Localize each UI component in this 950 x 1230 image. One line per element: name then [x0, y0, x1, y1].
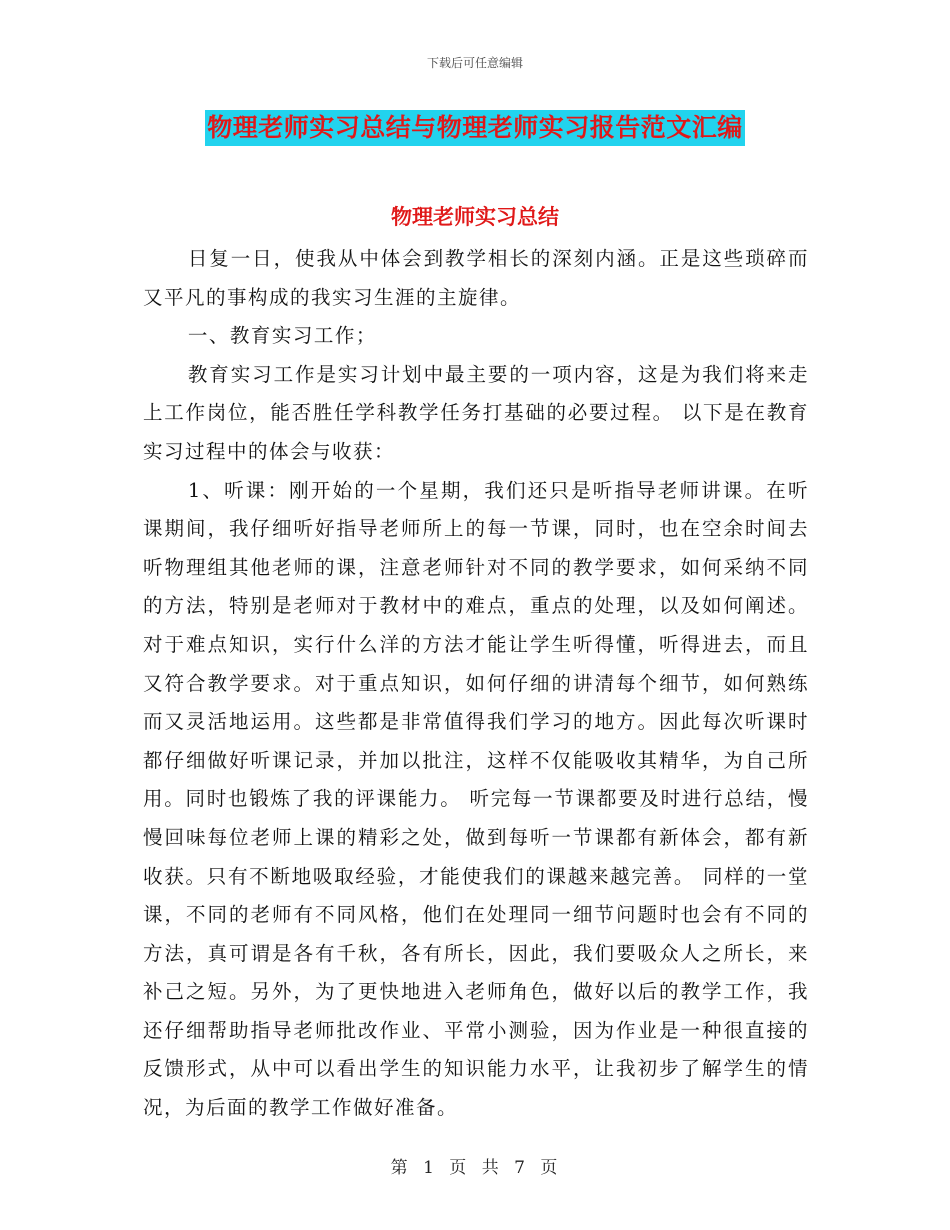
paragraph-teaching-practice: 教育实习工作是实习计划中最主要的一项内容，这是为我们将来走上工作岗位，能否胜任学科教学任务打基础的必要过程。 以下是在教育实习过程中的体会与收获：: [143, 362, 809, 463]
document-body: [143, 240, 809, 1128]
paragraph-heading-teaching-practice: 一、教育实习工作；: [187, 324, 377, 348]
footer-suffix: 页: [540, 1158, 560, 1178]
footer-prefix: 第: [390, 1158, 410, 1178]
paragraph-lesson-observation: 1、听课：刚开始的一个星期，我们还只是听指导老师讲课。在听课期间，我仔细听好指导老师所上的每一节课，同时，也在空余时间去听物理组其他老师的课，注意老师针对不同的教学要求，如何采纳不同的方法，特别是老师对于教材中的难点，重点的处理，以及如何阐述。对于难点知识，实行什么洋的方法才能让学生听得懂，听得进去，而且又符合教学要求。对于重点知识，如何仔细的讲清每个细节，如何熟练而又灵活地运用。这些都是非常值得我们学习的地方。因此每次听课时都仔细做好听课记录，并加以批注，这样不仅能吸收其精华，为自己所用。同时也锻炼了我的评课能力。 听完每一节课都要及时进行总结，慢慢回味每位老师上课的精彩之处，做到每听一节课都有新体会，都有新收获。只有不断地吸取经验，才能使我们的课越来越完善。 同样的一堂课，不同的老师有不同风格，他们在处理同一细节问题时也会有不同的方法，真可谓是各有千秋，各有所长，因此，我们要吸众人之所长，来补己之短。另外，为了更快地进入老师角色，做好以后的教学工作，我还仔细帮助指导老师批改作业、平常小测验，因为作业是一种很直接的反馈形式，从中可以看出学生的知识能力水平，让我初步了解学生的情况，为后面的教学工作做好准备。: [143, 478, 809, 1120]
footer-total-pages: 7: [514, 1158, 527, 1178]
section-title: 物理老师实习总结: [391, 204, 559, 229]
header-note: 下载后可任意编辑: [426, 56, 523, 70]
paragraph-intro: 日复一日，使我从中体会到教学相长的深刻内涵。正是这些琐碎而又平凡的事构成的我实习生涯的主旋律。: [143, 247, 809, 309]
footer-total-label: 共: [481, 1158, 501, 1178]
page-footer: [0, 1153, 950, 1178]
document-title-container: [0, 110, 950, 146]
footer-current-page: 1: [423, 1158, 436, 1178]
footer-middle: 页: [449, 1158, 469, 1178]
document-title: 物理老师实习总结与物理老师实习报告范文汇编: [205, 110, 745, 146]
